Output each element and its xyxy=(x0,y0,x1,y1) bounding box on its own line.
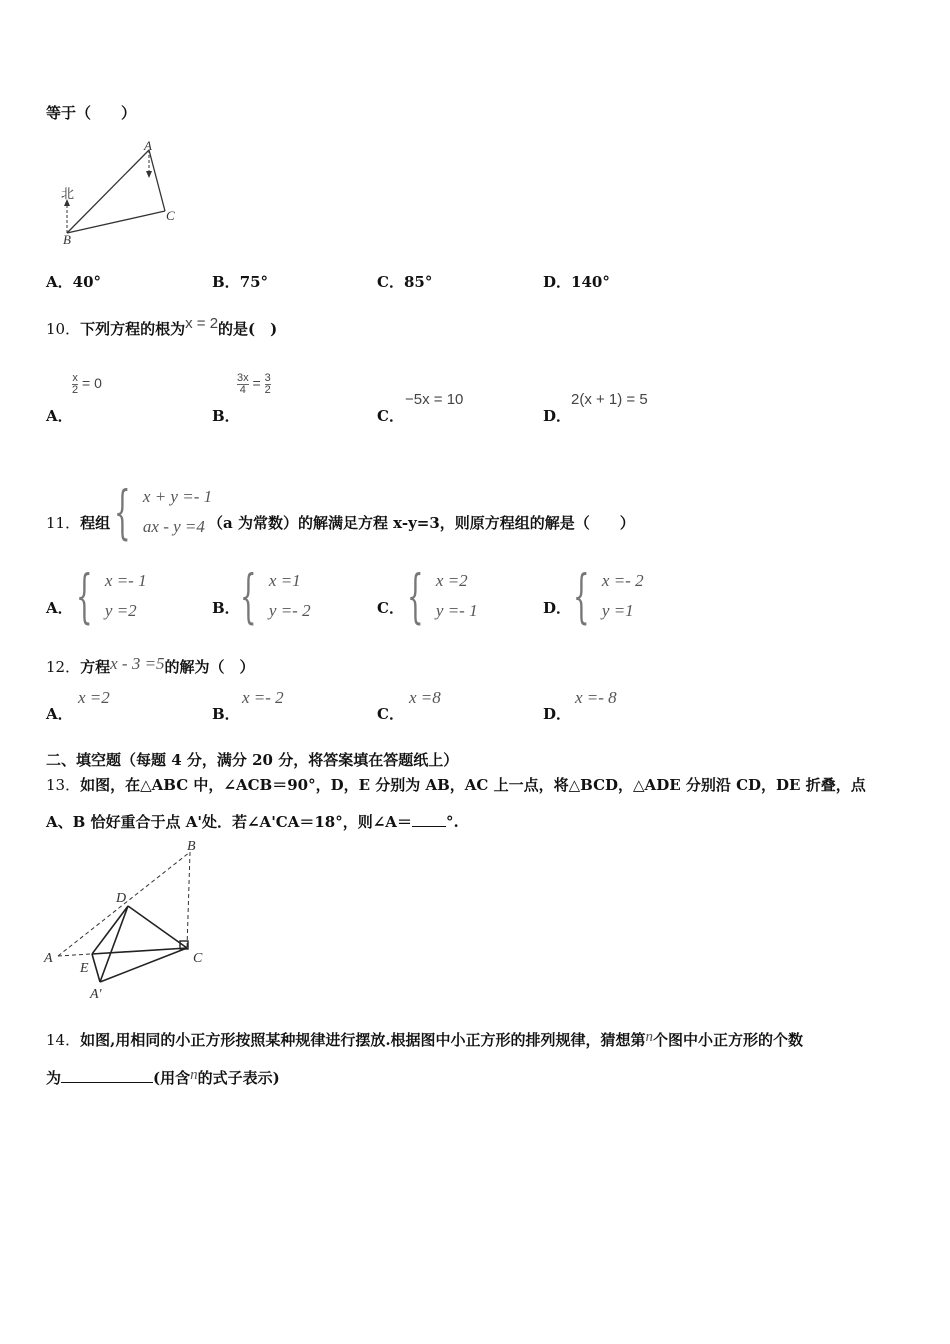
q13-line2: A、B 恰好重合于点 A'处．若∠A'CA＝18°，则∠A＝ °. xyxy=(46,813,459,831)
q10-option-b-letter: B． xyxy=(212,407,240,425)
q9-figure xyxy=(55,138,185,250)
q11-equation-system: { x + y =- 1 ax - y =4 xyxy=(114,478,213,546)
q10-option-c-letter: C． xyxy=(377,407,404,425)
q11-option-b-system: { x =1 y =- 2 xyxy=(240,562,311,630)
q11-option-c-system: { x =2 y =- 1 xyxy=(407,562,478,630)
q11-option-c-letter: C． xyxy=(377,599,404,617)
q14-line1: 14．如图,用相同的小正方形按照某种规律进行摆放.根据图中小正方形的排列规律，猜想第n个图中小正方形的个数 xyxy=(46,1029,804,1049)
q11-option-d-letter: D． xyxy=(543,599,572,617)
q9-label-a: A xyxy=(144,138,152,153)
q9-line-ba xyxy=(67,150,149,233)
q10-option-a-math: $\frac{x}{2}$ = 0 xyxy=(72,372,102,396)
q9-south-arrowhead-a xyxy=(146,171,152,178)
q13-label-c: C xyxy=(193,951,203,966)
q9-option-d: D．140° xyxy=(543,273,610,291)
q13-seg-de xyxy=(92,906,128,954)
q10-option-a-letter: A． xyxy=(46,407,73,425)
q12-option-b-math: x =- 2 xyxy=(242,688,284,707)
q12-stem: 12．方程x - 3 =5的解为（ ） xyxy=(46,654,255,676)
q13-label-d: D xyxy=(116,891,127,906)
q9-label-north: 北 xyxy=(61,186,75,201)
q13-seg-ea1 xyxy=(92,954,100,982)
q12-option-a-letter: A． xyxy=(46,705,73,723)
q9-option-b: B．75° xyxy=(212,273,269,291)
q10-option-d-letter: D． xyxy=(543,407,572,425)
q14-answer-blank[interactable] xyxy=(61,1082,153,1083)
q9-option-a: A．40° xyxy=(46,273,102,291)
q13-label-b: B xyxy=(187,839,196,854)
q13-label-a-prime: A' xyxy=(90,987,102,1002)
q12-option-d-letter: D． xyxy=(543,705,572,723)
section-2-title: 二、填空题（每题 4 分，满分 20 分，将答案填在答题纸上） xyxy=(46,751,459,769)
q11-stem-after: （a 为常数）的解满足方程 x-y=3，则原方程组的解是（ ） xyxy=(208,514,635,532)
q12-option-c-letter: C． xyxy=(377,705,404,723)
q13-line1: 13．如图，在△ABC 中，∠ACB＝90°，D，E 分别为 AB，AC 上一点，将△BCD，△ADE 分别沿 CD，DE 折叠，点 xyxy=(46,776,866,794)
q9-stem-tail: 等于（ ） xyxy=(46,104,137,122)
q9-line-ac xyxy=(149,150,165,211)
q9-line-bc xyxy=(67,211,165,233)
q11-option-d-system: { x =- 2 y =1 xyxy=(573,562,644,630)
q13-label-e: E xyxy=(80,961,89,976)
q11-option-a-system: { x =- 1 y =2 xyxy=(76,562,147,630)
q10-option-d-math: 2(x + 1) = 5 xyxy=(571,391,648,408)
q11-option-b-letter: B． xyxy=(212,599,240,617)
q14-line2: 为 (用含n的式子表示) xyxy=(46,1067,280,1087)
q13-seg-da1 xyxy=(100,906,128,982)
q9-label-b: B xyxy=(63,232,71,247)
q10-stem: 10．下列方程的根为x = 2的是( ) xyxy=(46,315,278,338)
q10-option-b-math: $\frac{3x}{4}$ = $\frac{3}{2}$ xyxy=(237,372,271,396)
q12-option-d-math: x =- 8 xyxy=(575,688,617,707)
q13-seg-bc xyxy=(187,852,190,948)
q9-label-c: C xyxy=(166,208,175,223)
q13-answer-blank[interactable] xyxy=(412,826,446,827)
q11-number: 11．程组 xyxy=(46,514,111,532)
q9-option-c: C．85° xyxy=(377,273,433,291)
q10-option-c-math: −5x = 10 xyxy=(405,391,464,408)
q13-seg-dc xyxy=(128,906,187,948)
q12-option-b-letter: B． xyxy=(212,705,240,723)
q11-option-a-letter: A． xyxy=(46,599,73,617)
q12-option-a-math: x =2 xyxy=(78,688,110,707)
q13-figure xyxy=(42,836,222,1004)
q12-option-c-math: x =8 xyxy=(409,688,441,707)
q13-label-a: A xyxy=(44,951,53,966)
